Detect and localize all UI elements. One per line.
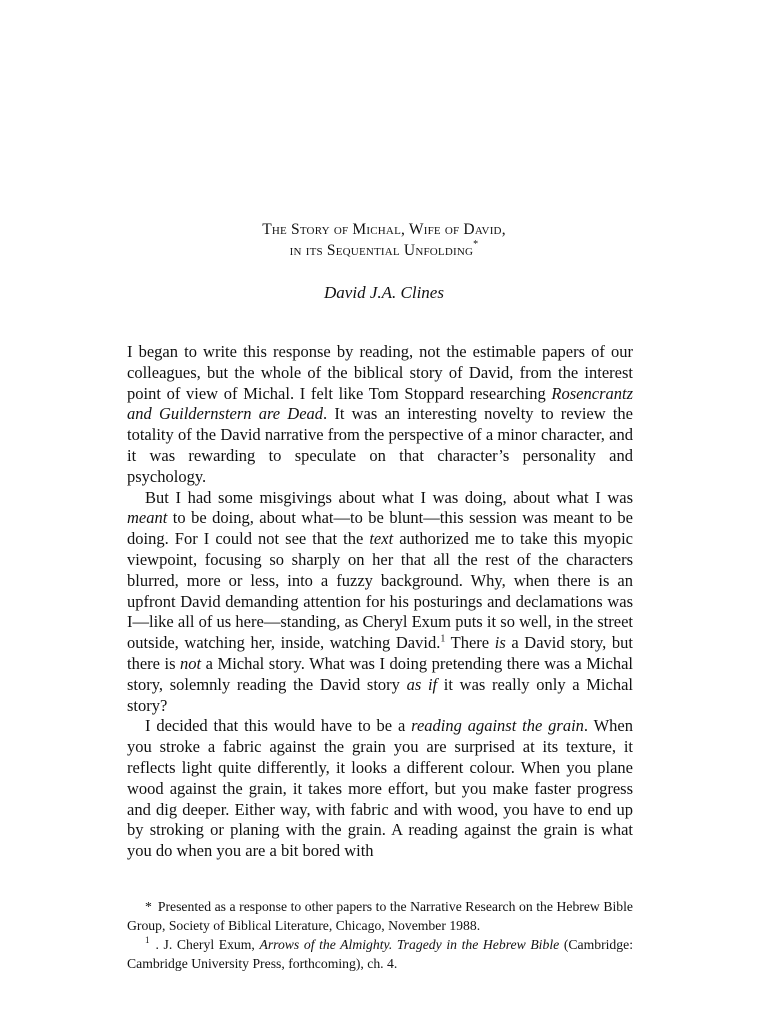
page-title-line-1: The Story of Michal, Wife of David, xyxy=(262,221,506,238)
footnote-reference-1[interactable]: 1 xyxy=(440,633,446,645)
footnote-star-text: Presented as a response to other papers to the Narrative Research on the Hebrew Bible Group, Society of Biblical Literature, Chicago, November 1988. xyxy=(127,899,633,933)
paragraph-3: I decided that this would have to be a reading against the grain. When you stroke a fabric against the grain you are surprised at its texture, it reflects light quite differently, it looks a different colour. When you plane wood against the grain, it takes more effort, but you make faster progress and dig deeper. Either way, with fabric and with wood, you have to end up by stroking or planing with the grain. A reading against the grain is what you do when you are a bit bored with xyxy=(127,716,633,861)
paragraph-2: But I had some misgivings about what I was doing, about what I was meant to be doing, about what—to be blunt—this session was meant to be doing. For I could not see that the text authorized me to take this myopic viewpoint, focusing so sharply on her that all the rest of the characters blurred, more or less, into a fuzzy background. Why, when there is an upfront David demanding attention for his posturings and declamations was I—like all of us here—standing, as Cheryl Exum puts it so well, in the street outside, watching her, inside, watching David.$^1$ There is a David story, but there is not a Michal story. What was I doing pretending there was a Michal story, solemnly reading the David story as if it was really only a Michal story? xyxy=(127,487,634,715)
title-subtitle: in its Sequential Unfolding xyxy=(289,242,474,259)
footnote-1-number: 1 xyxy=(145,935,150,946)
author-name: David J.A. Clines xyxy=(324,283,444,302)
footnotes xyxy=(127,897,633,973)
body-text xyxy=(127,342,633,862)
paragraph-1: I began to write this response by reading, not the estimable papers of our colleagues, but the whole of the biblical story of David, from the interest point of view of Michal. I felt like Tom Stoppard researching Rosencrantz and Guildernstern are Dead. It was an interesting novelty to review the totality of the David narrative from the perspective of a minor character, and it was rewarding to speculate on that character’s personality and psychology. xyxy=(127,342,634,486)
footnote-1-book-title: Arrows of the Almighty. Tragedy in the Hebrew Bible xyxy=(259,937,560,952)
page-title-line-2 xyxy=(0,240,768,261)
footnote-star xyxy=(127,897,633,935)
footnote-star-mark: * xyxy=(145,899,152,914)
footnote-1: $^1$ . J. Cheryl Exum, Arrows of the Almighty. Tragedy in the Hebrew Bible (Cambridge: Cambridge University Press, forthcoming), ch. 4. xyxy=(127,935,633,971)
title-footnote-mark: * xyxy=(473,238,479,250)
